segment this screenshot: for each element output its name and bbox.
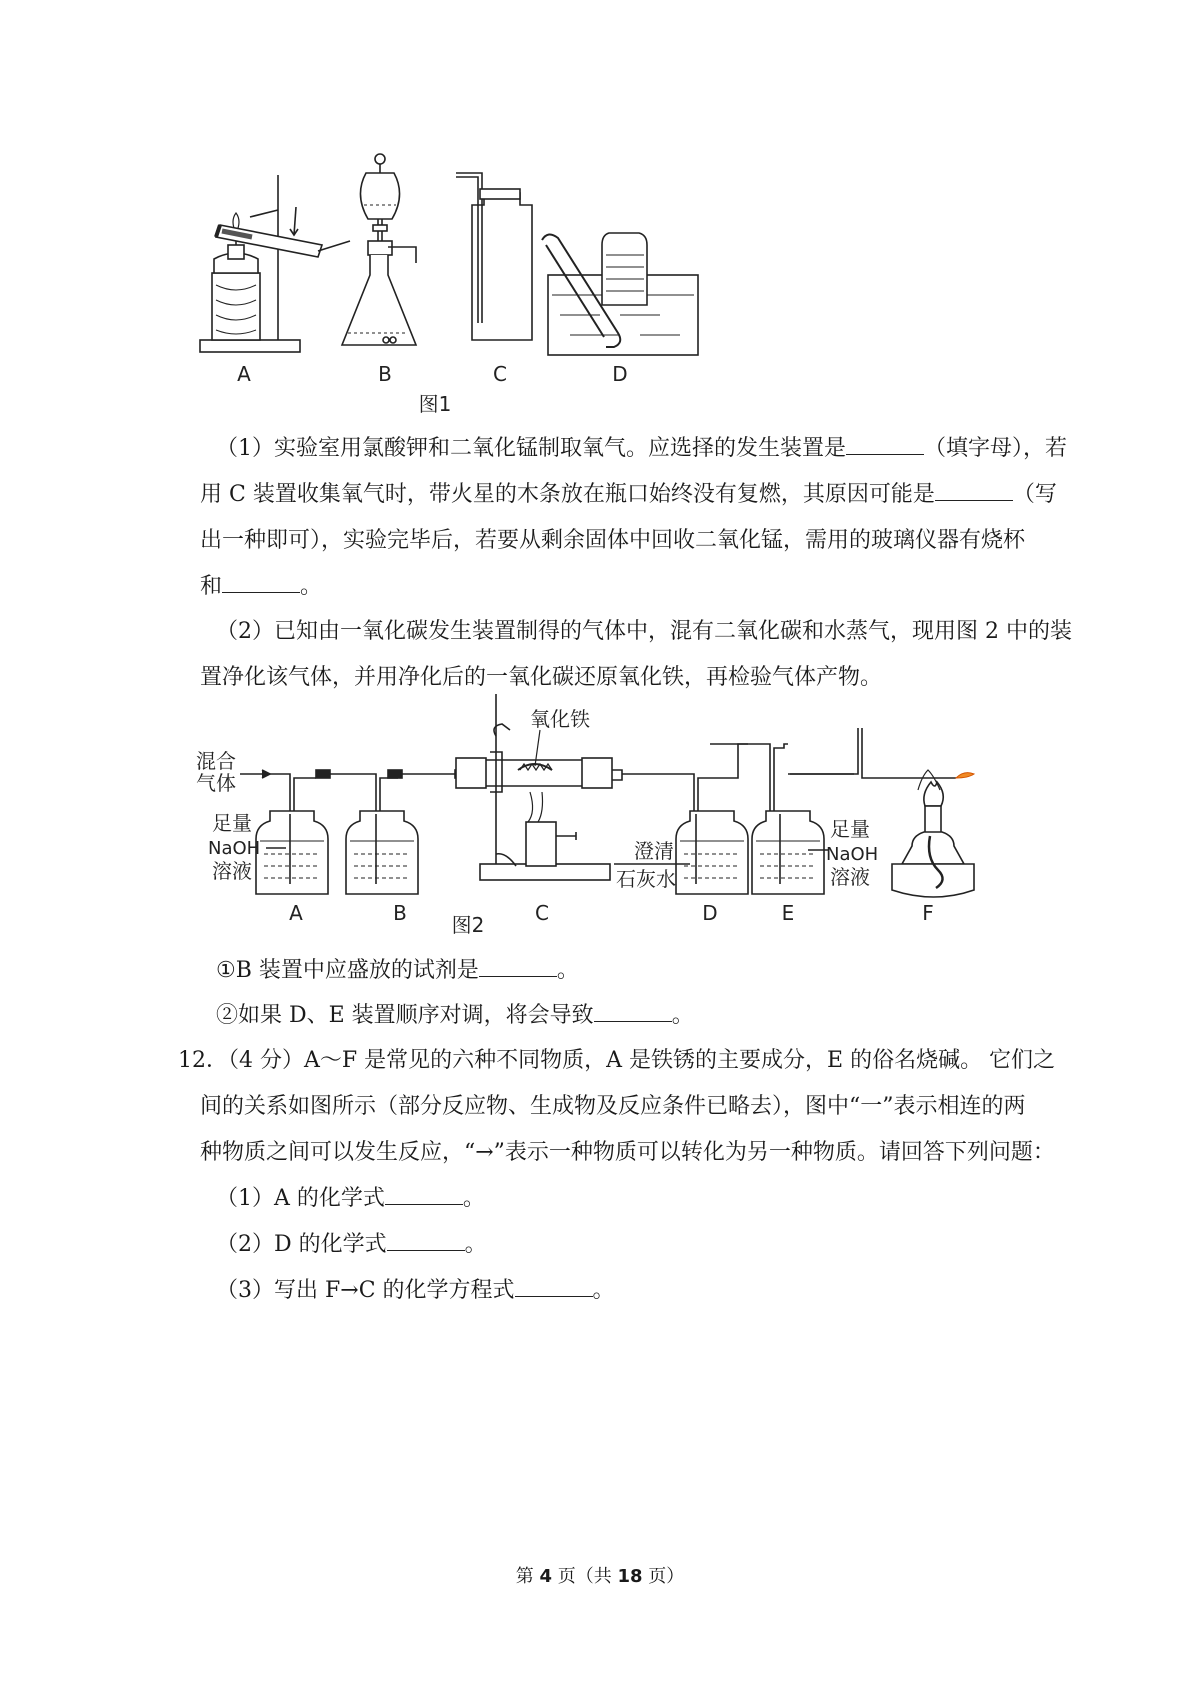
q12-line3: 种物质之间可以发生反应，“→”表示一种物质可以转化为另一种物质。请回答下列问题： [200, 1140, 1055, 1165]
answer-blank[interactable] [594, 1001, 672, 1022]
figure-2-drawing [190, 686, 970, 946]
label-naoh-right-2: NaOH [826, 844, 879, 865]
apparatus-c [456, 173, 532, 340]
figure-2-caption: 图2 [451, 913, 485, 937]
figure-2-label-d: D [702, 901, 718, 925]
apparatus-b [342, 154, 416, 345]
bottle-b [346, 811, 418, 894]
q11-sub-1: ①B 装置中应盛放的试剂是 。 [216, 958, 579, 983]
q12-line2: 间的关系如图所示（部分反应物、生成物及反应条件已略去），图中“一”表示相连的两 [200, 1094, 1026, 1119]
figure-1 [190, 145, 710, 415]
q11-part2-line2: 置净化该气体，并用净化后的一氧化碳还原氧化铁，再检验气体产物。 [200, 665, 883, 690]
apparatus-d [542, 233, 698, 355]
figure-1-label-b: B [378, 362, 392, 386]
figure-1-drawing [190, 145, 710, 415]
answer-blank[interactable] [846, 434, 924, 455]
answer-blank[interactable] [935, 480, 1013, 501]
answer-blank[interactable] [515, 1276, 593, 1297]
page-footer: 第 4 页（共 18 页） [515, 1566, 685, 1587]
q11-part1-line2: 用 C 装置收集氧气时，带火星的木条放在瓶口始终没有复燃，其原因可能是 （写 [200, 482, 1057, 507]
label-naoh-left-2: NaOH [208, 838, 261, 859]
label-limewater-1: 澄清 [634, 839, 674, 863]
figure-2 [190, 686, 970, 946]
apparatus-a [200, 175, 350, 352]
figure-2-label-f: F [922, 901, 934, 925]
label-fe2o3: 氧化铁 [530, 707, 590, 731]
label-naoh-left-3: 溶液 [212, 859, 252, 883]
figure-1-caption: 图1 [418, 392, 452, 416]
figure-2-label-a: A [289, 901, 303, 925]
q11-part1-line3: 出一种即可），实验完毕后，若要从剩余固体中回收二氧化锰，需用的玻璃仪器有烧杯 [200, 528, 1026, 553]
label-naoh-right-1: 足量 [830, 817, 870, 841]
bottle-d [676, 811, 748, 894]
label-naoh-left-1: 足量 [212, 811, 252, 835]
figure-2-label-c: C [535, 901, 549, 925]
page-total: 18 [617, 1566, 643, 1587]
page-number: 4 [539, 1566, 552, 1587]
figure-1-label-d: D [612, 362, 628, 386]
bottle-a [256, 811, 328, 894]
q11-sub-2: ②如果 D、E 装置顺序对调，将会导致 。 [216, 1003, 694, 1028]
answer-blank[interactable] [387, 1230, 465, 1251]
answer-blank[interactable] [479, 956, 557, 977]
label-inlet-1: 混合 [196, 749, 236, 773]
figure-1-label-a: A [237, 362, 251, 386]
q11-part2-line1: （2）已知由一氧化碳发生装置制得的气体中，混有二氧化碳和水蒸气，现用图 2 中的装 [216, 619, 1072, 644]
figure-2-label-b: B [393, 901, 407, 925]
flame-icon [956, 773, 974, 778]
answer-blank[interactable] [222, 572, 300, 593]
q12-answer-3: （3）写出 F→C 的化学方程式 。 [216, 1278, 615, 1303]
q11-part1-line1: （1）实验室用氯酸钾和二氧化锰制取氧气。应选择的发生装置是 （填字母），若 [216, 436, 1068, 461]
label-limewater-2: 石灰水 [616, 867, 676, 891]
bottle-e [752, 811, 824, 894]
figure-1-label-c: C [493, 362, 507, 386]
q12-answer-1: （1）A 的化学式 。 [216, 1186, 485, 1211]
answer-blank[interactable] [385, 1184, 463, 1205]
q12-line1: 12．（4 分）A～F 是常见的六种不同物质，A 是铁锈的主要成分，E 的俗名烧碱。 它们之 [178, 1048, 1056, 1073]
label-naoh-right-3: 溶液 [830, 865, 870, 889]
q12-answer-2: （2）D 的化学式 。 [216, 1232, 487, 1257]
q11-part1-line4: 和 。 [200, 574, 323, 599]
alcohol-lamp-f [892, 782, 974, 897]
figure-2-label-e: E [781, 901, 795, 925]
label-inlet-2: 气体 [196, 771, 236, 795]
